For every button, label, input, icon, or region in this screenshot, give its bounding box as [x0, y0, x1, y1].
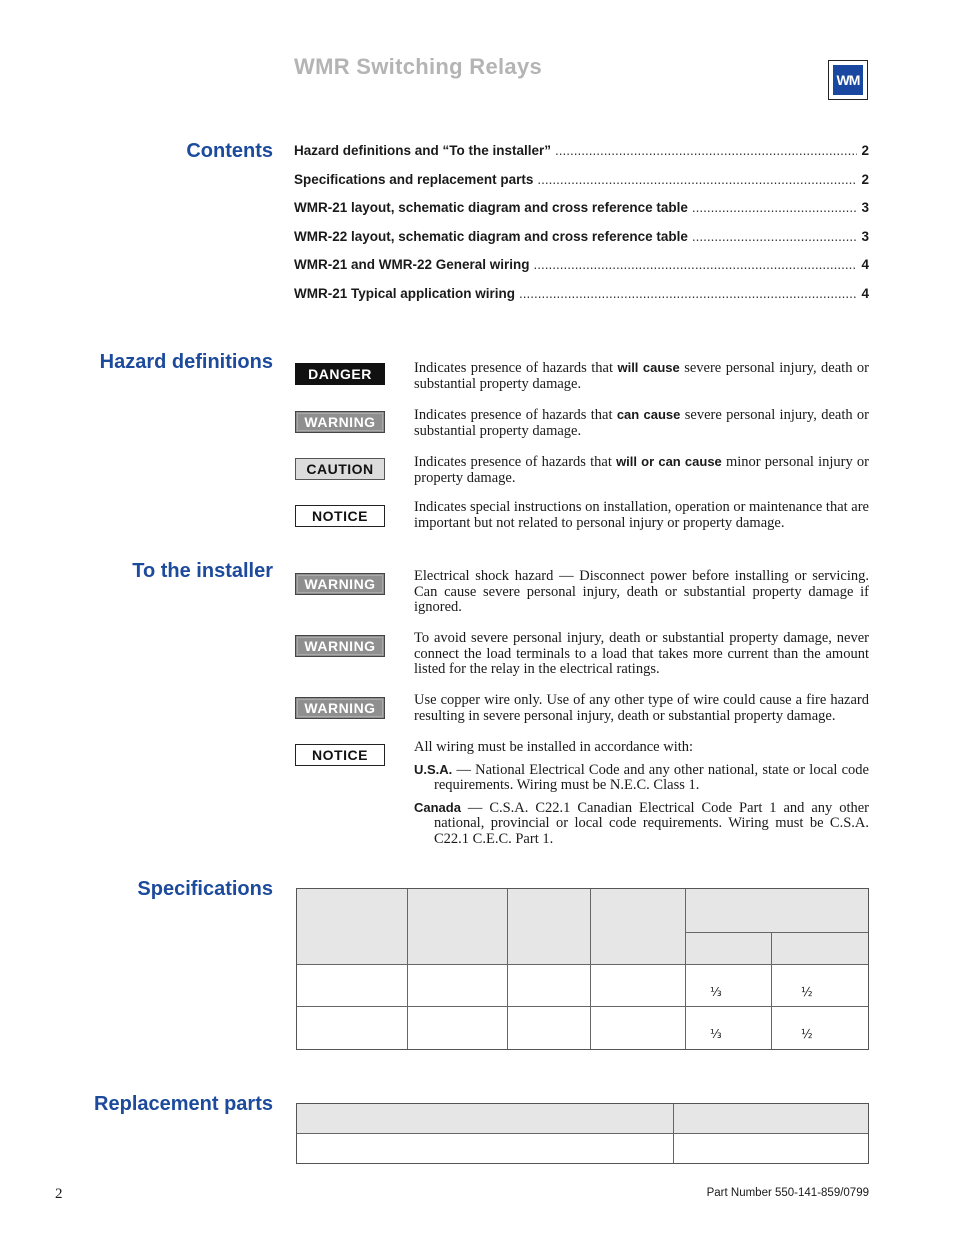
- replacement-parts-table: [296, 1103, 869, 1164]
- replacement-parts-heading: Replacement parts: [94, 1093, 273, 1115]
- danger-description: Indicates presence of hazards that will cause severe personal injury, death or substantial property damage.: [414, 360, 869, 392]
- toc-page: 2: [861, 143, 869, 158]
- document-title: WMR Switching Relays: [294, 54, 543, 79]
- warning-badge: WARNING: [295, 697, 385, 719]
- toc-label: WMR-22 layout, schematic diagram and cross reference table: [294, 228, 688, 244]
- notice-description: Indicates special instructions on installation, operation or maintenance that are important but not related to personal injury or property damage.: [414, 499, 869, 531]
- caution-badge: CAUTION: [295, 458, 385, 480]
- toc-page: 4: [861, 285, 869, 301]
- notice-badge: NOTICE: [295, 505, 385, 527]
- toc-label: WMR-21 and WMR-22 General wiring: [294, 257, 530, 272]
- spec-cell: ⅓: [710, 1027, 722, 1041]
- canada-code: Canada — C.S.A. C22.1 Canadian Electrical Code Part 1 and any other national, provincial or local code requirements. Wiring must be C.S.A. C22.1 C.E.C. Part 1.: [414, 799, 869, 847]
- specifications-heading: Specifications: [137, 878, 273, 900]
- contents-heading: Contents: [186, 140, 273, 162]
- toc-entry[interactable]: [294, 172, 869, 201]
- toc-entry[interactable]: [294, 286, 869, 315]
- toc-page: 4: [861, 257, 869, 272]
- toc-page: 3: [861, 200, 869, 215]
- danger-badge: DANGER: [295, 363, 385, 385]
- shock-hazard-warning: Electrical shock hazard — Disconnect power before installing or servicing. Can cause severe personal injury, death or substantial property damage if ignored.: [414, 568, 869, 615]
- warning-badge: WARNING: [295, 573, 385, 595]
- logo-mark: WM: [833, 65, 863, 95]
- toc-entry[interactable]: [294, 143, 869, 172]
- spec-cell: ⅓: [710, 985, 722, 999]
- usa-code: U.S.A. — National Electrical Code and any other national, state or local code requirements. Wiring must be N.E.C. Class 1.: [414, 761, 869, 793]
- hazard-definitions-heading: Hazard definitions: [99, 351, 273, 373]
- specifications-table: [296, 888, 869, 1050]
- toc-label: Hazard definitions and “To the installer”: [294, 143, 552, 158]
- warning-badge: WARNING: [295, 635, 385, 657]
- toc-page: 3: [861, 228, 869, 244]
- toc-label: WMR-21 Typical application wiring: [294, 285, 516, 301]
- load-current-warning: To avoid severe personal injury, death or substantial property damage, never connect the load terminals to a load that takes more current than the amount listed for the relay in the electrical ratings.: [414, 630, 869, 677]
- table-of-contents: [294, 143, 869, 314]
- notice-badge: NOTICE: [295, 744, 385, 766]
- toc-page: 2: [861, 171, 869, 187]
- part-number: Part Number 550-141-859/0799: [706, 1187, 869, 1199]
- spec-cell: ½: [801, 985, 813, 999]
- wiring-code-notice: All wiring must be installed in accordance with: U.S.A. — National Electrical Code and any other national, state or local code requirements. Wiring must be N.E.C. Class 1. Canada — C.S.A. C22.1 Canadian Electrical Code Part 1 and any other national, provincial or local code requirements. Wiring must be C.S.A. C22.1 C.E.C. Part 1.: [414, 739, 869, 847]
- spec-cell: ½: [801, 1027, 813, 1041]
- toc-entry[interactable]: [294, 200, 869, 229]
- toc-entry[interactable]: [294, 229, 869, 258]
- caution-description: Indicates presence of hazards that will or can cause minor personal injury or property damage.: [414, 454, 869, 486]
- weil-mclain-logo: [828, 60, 868, 100]
- to-the-installer-heading: To the installer: [132, 560, 273, 582]
- toc-label: WMR-21 layout, schematic diagram and cross reference table: [294, 200, 688, 215]
- warning-description: Indicates presence of hazards that can cause severe personal injury, death or substantial property damage.: [414, 407, 870, 439]
- toc-label: Specifications and replacement parts: [294, 171, 534, 187]
- toc-entry[interactable]: [294, 257, 869, 286]
- page-number: 2: [55, 1186, 63, 1202]
- copper-wire-warning: Use copper wire only. Use of any other type of wire could cause a fire hazard resulting in severe personal injury, death or substantial property damage.: [414, 692, 869, 724]
- warning-badge: WARNING: [295, 411, 385, 433]
